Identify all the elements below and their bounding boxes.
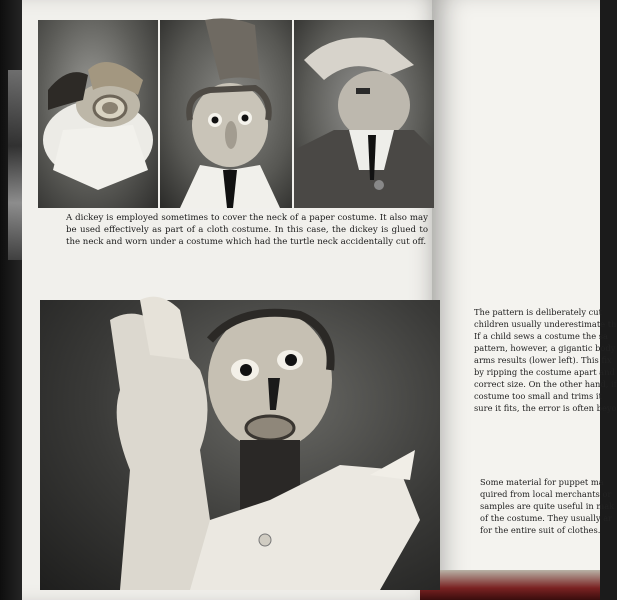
- text-line: of the costume. They usually ar: [480, 513, 613, 523]
- text-line: sure it fits, the error is often beyo: [474, 403, 617, 413]
- text-line: correct size. On the other hand, if: [474, 379, 617, 389]
- text-line: for the entire suit of clothes.: [480, 525, 601, 535]
- text-line: pattern, however, a gigantic body: [474, 343, 616, 353]
- text-line: If a child sews a costume the sa: [474, 331, 608, 341]
- text-line: Some material for puppet ma: [480, 477, 604, 487]
- text-line: arms results (lower left). This fix: [474, 355, 612, 365]
- photo-hand-puppet-costume: [40, 300, 440, 590]
- text-line: samples are quite useful in mak: [480, 501, 615, 511]
- text-line: costume too small and trims it: [474, 391, 602, 401]
- book-cover-edge: [420, 570, 600, 600]
- right-column-paragraph-1: [474, 306, 617, 414]
- text-line: quired from local merchants or: [480, 489, 612, 499]
- text-line: by ripping the costume apart and: [474, 367, 615, 377]
- photo-puppet-jacket: [294, 20, 434, 208]
- text-line: children usually underestimate th: [474, 319, 617, 329]
- photo-caption: A dickey is employed sometimes to cover the neck of a paper costume. It also may be used effectively as part of a cloth costume. In this case, the dickey is glued to the neck and worn under a costume which had the turtle neck accidentally cut off.: [66, 213, 428, 247]
- right-column-paragraph-2: [480, 476, 615, 536]
- photo-puppet-face-dickey: [160, 20, 292, 208]
- photo-puppet-head-top: [38, 20, 158, 208]
- text-line: The pattern is deliberately cut: [474, 307, 602, 317]
